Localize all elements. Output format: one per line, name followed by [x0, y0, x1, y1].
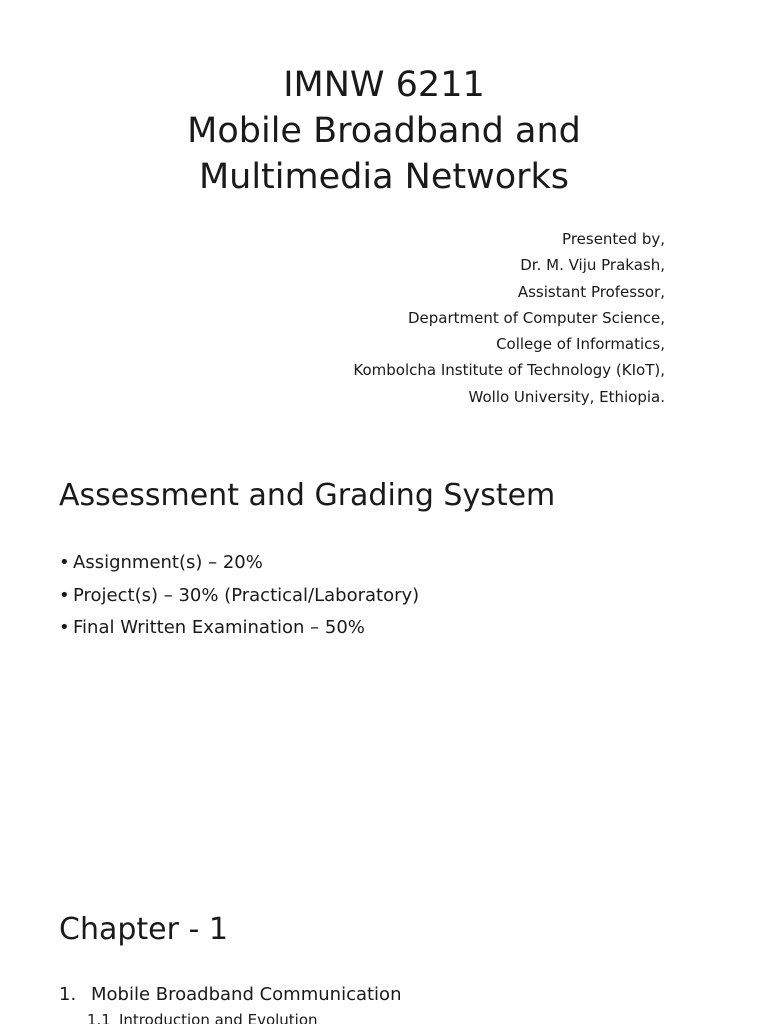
item-text: Mobile Broadband Communication: [91, 984, 402, 1005]
bullet-text: Final Written Examination – 50%: [73, 617, 365, 638]
presenter-university: Wollo University, Ethiopia.: [468, 387, 665, 406]
numbered-list: [59, 980, 401, 1024]
item-number: 1.1: [87, 1011, 111, 1024]
item-number: 1.: [59, 984, 77, 1005]
bullet-icon: •: [59, 584, 70, 606]
assessment-slide: [0, 440, 768, 880]
bullet-text: Assignment(s) – 20%: [73, 552, 263, 573]
bullet-text: Project(s) – 30% (Practical/Laboratory): [73, 584, 420, 606]
title-slide: [0, 0, 768, 440]
slide-heading: Chapter - 1: [59, 912, 228, 947]
chapter-slide: [0, 880, 768, 1024]
list-item: [59, 547, 419, 580]
bullet-icon: •: [59, 552, 70, 573]
presenter-institute: Kombolcha Institute of Technology (KIoT),: [353, 361, 665, 380]
course-code: IMNW 6211: [283, 65, 485, 105]
course-title-line-2: Multimedia Networks: [198, 157, 570, 197]
list-item: [59, 612, 419, 645]
slide-heading: Assessment and Grading System: [59, 478, 556, 513]
list-item: [59, 980, 401, 1010]
presenter-name: Dr. M. Viju Prakash,: [520, 256, 665, 275]
presenter-college: College of Informatics,: [496, 335, 665, 354]
bullet-list: [59, 547, 419, 645]
presenter-info: [353, 226, 665, 410]
course-title: [0, 62, 768, 200]
presenter-department: Department of Computer Science,: [407, 308, 665, 327]
course-title-line-1: Mobile Broadband and: [187, 111, 581, 151]
presenter-line: Presented by,: [562, 230, 665, 248]
presenter-position: Assistant Professor,: [517, 282, 665, 301]
list-item: [59, 1010, 401, 1024]
list-item: [59, 580, 419, 613]
bullet-icon: •: [59, 617, 70, 638]
item-text: Introduction and Evolution: [119, 1011, 318, 1024]
